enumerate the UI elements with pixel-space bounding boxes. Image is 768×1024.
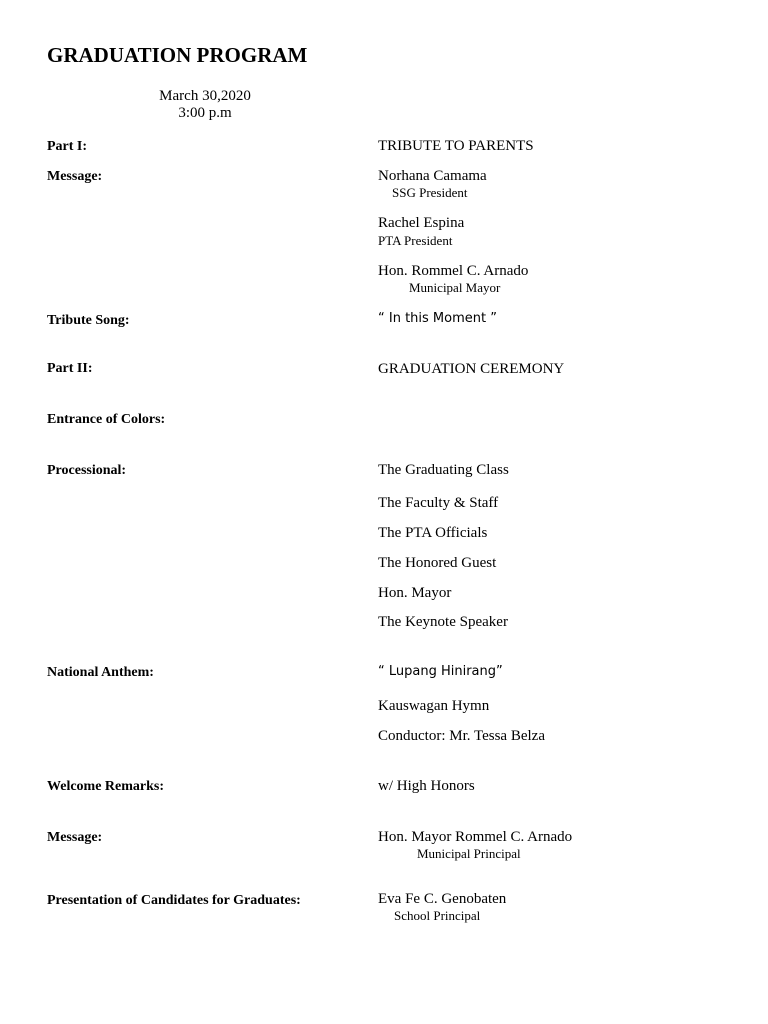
tribute-song-value: “ In this Moment ” [378, 311, 497, 326]
speaker-role: Municipal Mayor [409, 280, 501, 295]
speaker-name: Hon. Rommel C. Arnado [378, 263, 529, 279]
event-date: March 30,2020 [159, 88, 251, 104]
speaker-role: SSG President [392, 185, 468, 200]
anthem-label: National Anthem: [47, 665, 154, 680]
entrance-colors-label: Entrance of Colors: [47, 412, 166, 427]
anthem-item: Conductor: Mr. Tessa Belza [378, 728, 545, 744]
processional-item: The Honored Guest [378, 555, 497, 571]
processional-item: The PTA Officials [378, 525, 488, 541]
processional-label: Processional: [47, 463, 127, 478]
processional-item: The Graduating Class [378, 462, 509, 478]
message1-label: Message: [47, 169, 103, 184]
anthem-item: Kauswagan Hymn [378, 698, 490, 714]
message2-role: Municipal Principal [417, 846, 521, 861]
part2-value: GRADUATION CEREMONY [378, 361, 565, 377]
speaker-role: PTA President [378, 233, 453, 248]
message2-name: Hon. Mayor Rommel C. Arnado [378, 829, 573, 845]
welcome-remarks-label: Welcome Remarks: [47, 779, 165, 794]
processional-item: The Keynote Speaker [378, 614, 508, 630]
speaker-name: Norhana Camama [378, 168, 487, 184]
part1-value: TRIBUTE TO PARENTS [378, 138, 534, 154]
part2-label: Part II: [47, 361, 93, 376]
part1-label: Part I: [47, 139, 88, 154]
event-time: 3:00 p.m [178, 105, 232, 121]
presentation-role: School Principal [394, 908, 481, 923]
tribute-song-label: Tribute Song: [47, 313, 130, 328]
presentation-name: Eva Fe C. Genobaten [378, 891, 507, 907]
page-title: GRADUATION PROGRAM [47, 43, 308, 67]
presentation-label: Presentation of Candidates for Graduates: [47, 893, 301, 908]
anthem-item: “ Lupang Hinirang” [378, 664, 503, 679]
message2-label: Message: [47, 830, 103, 845]
processional-item: The Faculty & Staff [378, 495, 499, 511]
welcome-remarks-value: w/ High Honors [378, 778, 475, 794]
speaker-name: Rachel Espina [378, 215, 465, 231]
processional-item: Hon. Mayor [378, 585, 452, 601]
